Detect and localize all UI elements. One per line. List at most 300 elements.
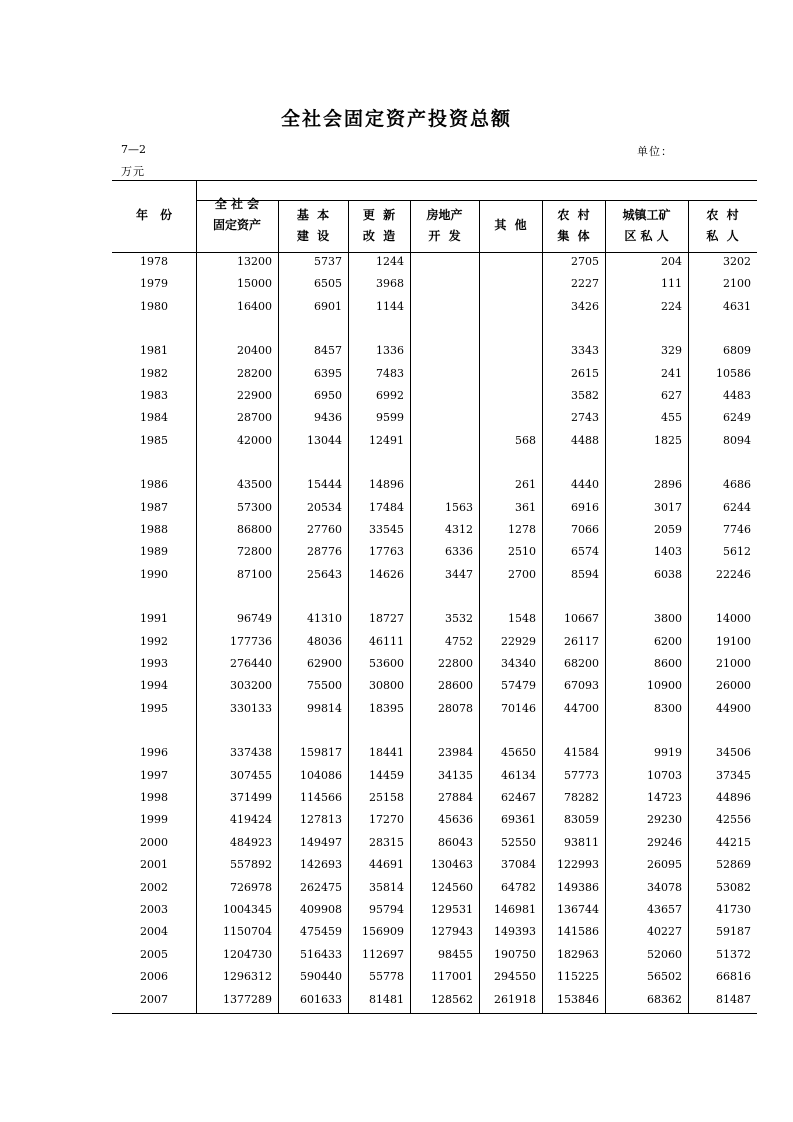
other-cell: 1548 <box>508 612 536 626</box>
urban-private-cell: 3800 <box>654 612 682 626</box>
real-estate-cell: 98455 <box>438 947 473 961</box>
other-cell: 34340 <box>501 657 536 670</box>
capital-construction-cell: 8457 <box>314 344 342 358</box>
capital-construction-cell: 6505 <box>314 277 342 291</box>
rural-private-cell: 41730 <box>716 903 751 916</box>
table-row <box>112 877 757 899</box>
renovation-cell: 81481 <box>369 992 404 1006</box>
rural-collective-cell: 153846 <box>557 992 599 1006</box>
renovation-cell: 1244 <box>376 255 404 268</box>
rural-private-cell: 52869 <box>716 858 751 872</box>
table-row <box>112 765 757 787</box>
total-cell: 13200 <box>237 255 272 268</box>
unit-label: 单位： <box>637 145 673 158</box>
capital-construction-cell: 104086 <box>300 768 342 782</box>
total-cell: 484923 <box>230 835 272 849</box>
other-cell: 22929 <box>501 634 536 648</box>
rural-collective-cell: 141586 <box>557 925 599 939</box>
total-cell: 337438 <box>230 746 272 760</box>
rural-private-cell: 44215 <box>716 835 751 849</box>
capital-construction-cell: 409908 <box>300 903 342 916</box>
rural-collective-cell: 26117 <box>564 634 599 648</box>
rural-collective-cell: 41584 <box>564 746 599 760</box>
real-estate-cell: 4752 <box>445 634 473 648</box>
table-bottom-rule <box>112 1013 757 1014</box>
other-cell: 70146 <box>501 701 536 715</box>
urban-private-cell: 14723 <box>647 791 682 804</box>
renovation-cell: 6992 <box>376 389 404 402</box>
total-cell: 1377289 <box>223 992 272 1006</box>
urban-private-cell: 455 <box>661 411 682 425</box>
renovation-cell: 7483 <box>376 366 404 380</box>
table-row <box>112 653 757 675</box>
total-cell: 16400 <box>237 299 272 313</box>
total-cell: 42000 <box>237 433 272 447</box>
capital-construction-cell: 13044 <box>307 433 342 447</box>
header-other: 其 他 <box>494 218 527 232</box>
renovation-cell: 156909 <box>362 925 404 939</box>
renovation-cell: 53600 <box>369 657 404 670</box>
renovation-cell: 17763 <box>369 545 404 559</box>
urban-private-cell: 3017 <box>654 500 682 514</box>
year-cell: 1996 <box>140 746 168 760</box>
table-row <box>112 251 757 273</box>
table-row <box>112 273 757 295</box>
rural-private-cell: 44900 <box>716 701 751 715</box>
table-row <box>112 340 757 362</box>
header-total: 全 社 会 固定资产 <box>212 197 261 232</box>
other-cell: 146981 <box>494 903 536 916</box>
renovation-cell: 14896 <box>369 478 404 492</box>
urban-private-cell: 26095 <box>647 858 682 872</box>
capital-construction-cell: 114566 <box>300 791 342 804</box>
year-cell: 1988 <box>140 523 168 536</box>
real-estate-cell: 45636 <box>438 813 473 827</box>
capital-construction-cell: 127813 <box>300 813 342 827</box>
year-cell: 2004 <box>140 925 168 939</box>
table-row <box>112 474 757 496</box>
other-cell: 190750 <box>494 947 536 961</box>
rural-private-cell: 44896 <box>716 791 751 804</box>
urban-private-cell: 2059 <box>654 523 682 536</box>
other-cell: 261 <box>515 478 536 492</box>
year-cell: 1995 <box>140 701 168 715</box>
year-cell: 1992 <box>140 634 168 648</box>
rural-collective-cell: 3426 <box>571 299 599 313</box>
other-cell: 2510 <box>508 545 536 559</box>
capital-construction-cell: 15444 <box>307 478 342 492</box>
rural-private-cell: 34506 <box>716 746 751 760</box>
rural-collective-cell: 67093 <box>564 679 599 693</box>
capital-construction-cell: 475459 <box>300 925 342 939</box>
urban-private-cell: 34078 <box>647 880 682 894</box>
urban-private-cell: 56502 <box>647 970 682 984</box>
table-row <box>112 497 757 519</box>
rural-collective-cell: 2615 <box>571 366 599 380</box>
renovation-cell: 17270 <box>369 813 404 827</box>
capital-construction-cell: 62900 <box>307 657 342 670</box>
rural-private-cell: 14000 <box>716 612 751 626</box>
table-row <box>112 809 757 831</box>
year-cell: 1985 <box>140 433 168 447</box>
capital-construction-cell: 99814 <box>307 701 342 715</box>
rural-private-cell: 81487 <box>716 992 751 1006</box>
table-row <box>112 631 757 653</box>
other-cell: 1278 <box>508 523 536 536</box>
renovation-cell: 46111 <box>369 634 404 648</box>
rural-collective-cell: 3582 <box>571 389 599 402</box>
capital-construction-cell: 601633 <box>300 992 342 1006</box>
real-estate-cell: 6336 <box>445 545 473 559</box>
real-estate-cell: 3532 <box>445 612 473 626</box>
renovation-cell: 18395 <box>369 701 404 715</box>
renovation-cell: 112697 <box>362 947 404 961</box>
year-cell: 1980 <box>140 299 168 313</box>
table-row <box>112 921 757 943</box>
urban-private-cell: 10900 <box>647 679 682 693</box>
urban-private-cell: 627 <box>661 389 682 402</box>
rural-private-cell: 2100 <box>723 277 751 291</box>
urban-private-cell: 68362 <box>647 992 682 1006</box>
rural-private-cell: 26000 <box>716 679 751 693</box>
capital-construction-cell: 20534 <box>307 500 342 514</box>
renovation-cell: 95794 <box>369 903 404 916</box>
capital-construction-cell: 516433 <box>300 947 342 961</box>
rural-collective-cell: 6574 <box>571 545 599 559</box>
rural-private-cell: 66816 <box>716 970 751 984</box>
year-cell: 1987 <box>140 500 168 514</box>
total-cell: 330133 <box>230 701 272 715</box>
capital-construction-cell: 28776 <box>307 545 342 559</box>
other-cell: 261918 <box>494 992 536 1006</box>
renovation-cell: 33545 <box>369 523 404 536</box>
header-urban-private: 城镇工矿 区 私 人 <box>622 208 671 243</box>
table-row <box>112 407 757 429</box>
renovation-cell: 9599 <box>376 411 404 425</box>
year-cell: 2002 <box>140 880 168 894</box>
rural-collective-cell: 3343 <box>571 344 599 358</box>
table-row <box>112 787 757 809</box>
renovation-cell: 12491 <box>369 433 404 447</box>
rural-private-cell: 4483 <box>723 389 751 402</box>
header-rural-collective: 农 村 集 体 <box>557 208 590 243</box>
year-cell: 1981 <box>140 344 168 358</box>
real-estate-cell: 128562 <box>431 992 473 1006</box>
table-row <box>112 742 757 764</box>
rural-private-cell: 21000 <box>716 657 751 670</box>
urban-private-cell: 6038 <box>654 567 682 581</box>
real-estate-cell: 130463 <box>431 858 473 872</box>
table-row <box>112 989 757 1011</box>
rural-collective-cell: 10667 <box>564 612 599 626</box>
table-row <box>112 564 757 586</box>
total-cell: 1204730 <box>223 947 272 961</box>
header-renovation: 更 新 改 造 <box>362 208 396 243</box>
table-top-rule <box>112 180 757 181</box>
total-cell: 28200 <box>237 366 272 380</box>
other-cell: 57479 <box>501 679 536 693</box>
capital-construction-cell: 590440 <box>300 970 342 984</box>
real-estate-cell: 3447 <box>445 567 473 581</box>
rural-private-cell: 7746 <box>723 523 751 536</box>
other-cell: 294550 <box>494 970 536 984</box>
capital-construction-cell: 262475 <box>300 880 342 894</box>
urban-private-cell: 1825 <box>654 433 682 447</box>
other-cell: 37084 <box>501 858 536 872</box>
urban-private-cell: 224 <box>661 299 682 313</box>
table-row <box>112 854 757 876</box>
renovation-cell: 55778 <box>369 970 404 984</box>
real-estate-cell: 34135 <box>438 768 473 782</box>
unit-value: 万元 <box>121 165 145 178</box>
total-cell: 307455 <box>230 768 272 782</box>
real-estate-cell: 86043 <box>438 835 473 849</box>
total-cell: 276440 <box>230 657 272 670</box>
total-cell: 303200 <box>230 679 272 693</box>
capital-construction-cell: 41310 <box>307 612 342 626</box>
rural-private-cell: 3202 <box>723 255 751 268</box>
rural-private-cell: 37345 <box>716 768 751 782</box>
table-row <box>112 675 757 697</box>
other-cell: 45650 <box>501 746 536 760</box>
rural-private-cell: 4631 <box>723 299 751 313</box>
other-cell: 64782 <box>501 880 536 894</box>
capital-construction-cell: 149497 <box>300 835 342 849</box>
rural-collective-cell: 115225 <box>557 970 599 984</box>
renovation-cell: 28315 <box>369 835 404 849</box>
renovation-cell: 18441 <box>369 746 404 760</box>
renovation-cell: 25158 <box>369 791 404 804</box>
other-cell: 46134 <box>501 768 536 782</box>
year-cell: 1984 <box>140 411 168 425</box>
total-cell: 371499 <box>230 791 272 804</box>
table-row <box>112 899 757 921</box>
year-cell: 1983 <box>140 389 168 402</box>
urban-private-cell: 29246 <box>647 835 682 849</box>
urban-private-cell: 241 <box>661 366 682 380</box>
urban-private-cell: 43657 <box>647 903 682 916</box>
renovation-cell: 30800 <box>369 679 404 693</box>
other-cell: 361 <box>515 500 536 514</box>
header-rural-private: 农 村 私 人 <box>706 208 739 243</box>
year-cell: 1999 <box>140 813 168 827</box>
other-cell: 62467 <box>501 791 536 804</box>
total-cell: 557892 <box>230 858 272 872</box>
real-estate-cell: 23984 <box>438 746 473 760</box>
year-cell: 1986 <box>140 478 168 492</box>
table-row <box>112 608 757 630</box>
total-cell: 86800 <box>237 523 272 536</box>
total-cell: 419424 <box>230 813 272 827</box>
rural-collective-cell: 149386 <box>557 880 599 894</box>
total-cell: 96749 <box>237 612 272 626</box>
capital-construction-cell: 6950 <box>314 389 342 402</box>
year-cell: 1979 <box>140 277 168 291</box>
table-row <box>112 944 757 966</box>
table-row <box>112 363 757 385</box>
total-cell: 28700 <box>237 411 272 425</box>
urban-private-cell: 111 <box>661 277 682 291</box>
table-row <box>112 966 757 988</box>
urban-private-cell: 29230 <box>647 813 682 827</box>
total-cell: 72800 <box>237 545 272 559</box>
urban-private-cell: 40227 <box>647 925 682 939</box>
total-cell: 1150704 <box>223 925 272 939</box>
urban-private-cell: 6200 <box>654 634 682 648</box>
real-estate-cell: 117001 <box>431 970 473 984</box>
rural-private-cell: 53082 <box>716 880 751 894</box>
real-estate-cell: 28600 <box>438 679 473 693</box>
year-cell: 1994 <box>140 679 168 693</box>
capital-construction-cell: 27760 <box>307 523 342 536</box>
rural-collective-cell: 44700 <box>564 701 599 715</box>
total-cell: 1004345 <box>223 903 272 916</box>
rural-collective-cell: 2705 <box>571 255 599 268</box>
renovation-cell: 3968 <box>376 277 404 291</box>
rural-collective-cell: 93811 <box>564 835 599 849</box>
capital-construction-cell: 25643 <box>307 567 342 581</box>
renovation-cell: 35814 <box>369 880 404 894</box>
rural-collective-cell: 78282 <box>564 791 599 804</box>
rural-collective-cell: 83059 <box>564 813 599 827</box>
table-row <box>112 430 757 452</box>
total-cell: 43500 <box>237 478 272 492</box>
rural-collective-cell: 122993 <box>557 858 599 872</box>
other-cell: 2700 <box>508 567 536 581</box>
total-cell: 57300 <box>237 500 272 514</box>
renovation-cell: 44691 <box>369 858 404 872</box>
urban-private-cell: 1403 <box>654 545 682 559</box>
rural-collective-cell: 8594 <box>571 567 599 581</box>
rural-collective-cell: 4488 <box>571 433 599 447</box>
urban-private-cell: 329 <box>661 344 682 358</box>
real-estate-cell: 27884 <box>438 791 473 804</box>
other-cell: 149393 <box>494 925 536 939</box>
urban-private-cell: 8600 <box>654 657 682 670</box>
total-cell: 1296312 <box>223 970 272 984</box>
urban-private-cell: 52060 <box>647 947 682 961</box>
rural-collective-cell: 136744 <box>557 903 599 916</box>
header-real-estate: 房地产 开 发 <box>426 208 463 243</box>
urban-private-cell: 10703 <box>647 768 682 782</box>
renovation-cell: 1336 <box>376 344 404 358</box>
year-cell: 1978 <box>140 255 168 268</box>
table-row <box>112 519 757 541</box>
year-cell: 2006 <box>140 970 168 984</box>
real-estate-cell: 4312 <box>445 523 473 536</box>
year-cell: 1982 <box>140 366 168 380</box>
rural-private-cell: 22246 <box>716 567 751 581</box>
other-cell: 568 <box>515 433 536 447</box>
year-cell: 2000 <box>140 835 168 849</box>
table-row <box>112 698 757 720</box>
year-cell: 2005 <box>140 947 168 961</box>
urban-private-cell: 9919 <box>654 746 682 760</box>
header-capital-construction: 基 本 建 设 <box>296 208 330 243</box>
year-cell: 1990 <box>140 567 168 581</box>
renovation-cell: 17484 <box>369 500 404 514</box>
capital-construction-cell: 6395 <box>314 366 342 380</box>
other-cell: 69361 <box>501 813 536 827</box>
rural-private-cell: 6809 <box>723 344 751 358</box>
rural-collective-cell: 68200 <box>564 657 599 670</box>
total-cell: 20400 <box>237 344 272 358</box>
rural-private-cell: 42556 <box>716 813 751 827</box>
year-cell: 1997 <box>140 768 168 782</box>
rural-private-cell: 51372 <box>716 947 751 961</box>
header-year: 年 份 <box>135 208 172 222</box>
table-row <box>112 385 757 407</box>
renovation-cell: 14459 <box>369 768 404 782</box>
other-cell: 52550 <box>501 835 536 849</box>
urban-private-cell: 204 <box>661 255 682 268</box>
table-row <box>112 296 757 318</box>
rural-collective-cell: 57773 <box>564 768 599 782</box>
capital-construction-cell: 6901 <box>314 299 342 313</box>
rural-private-cell: 4686 <box>723 478 751 492</box>
header-inner-rule <box>196 200 757 201</box>
real-estate-cell: 124560 <box>431 880 473 894</box>
rural-private-cell: 59187 <box>716 925 751 939</box>
year-cell: 1993 <box>140 657 168 670</box>
rural-collective-cell: 2743 <box>571 411 599 425</box>
capital-construction-cell: 75500 <box>307 679 342 693</box>
rural-collective-cell: 4440 <box>571 478 599 492</box>
rural-private-cell: 19100 <box>716 634 751 648</box>
total-cell: 177736 <box>230 634 272 648</box>
year-cell: 2007 <box>140 992 168 1006</box>
total-cell: 726978 <box>230 880 272 894</box>
capital-construction-cell: 9436 <box>314 411 342 425</box>
rural-collective-cell: 182963 <box>557 947 599 961</box>
real-estate-cell: 127943 <box>431 925 473 939</box>
year-cell: 1989 <box>140 545 168 559</box>
year-cell: 1991 <box>140 612 168 626</box>
table-row <box>112 832 757 854</box>
real-estate-cell: 28078 <box>438 701 473 715</box>
urban-private-cell: 2896 <box>654 478 682 492</box>
renovation-cell: 1144 <box>376 299 404 313</box>
table-row <box>112 541 757 563</box>
rural-private-cell: 10586 <box>716 366 751 380</box>
year-cell: 2001 <box>140 858 168 872</box>
year-cell: 1998 <box>140 791 168 804</box>
capital-construction-cell: 142693 <box>300 858 342 872</box>
rural-private-cell: 8094 <box>723 433 751 447</box>
rural-collective-cell: 7066 <box>571 523 599 536</box>
rural-collective-cell: 2227 <box>571 277 599 291</box>
rural-private-cell: 5612 <box>723 545 751 559</box>
capital-construction-cell: 159817 <box>300 746 342 760</box>
renovation-cell: 14626 <box>369 567 404 581</box>
urban-private-cell: 8300 <box>654 701 682 715</box>
real-estate-cell: 22800 <box>438 657 473 670</box>
year-cell: 2003 <box>140 903 168 916</box>
rural-private-cell: 6244 <box>723 500 751 514</box>
rural-collective-cell: 6916 <box>571 500 599 514</box>
real-estate-cell: 129531 <box>431 903 473 916</box>
renovation-cell: 18727 <box>369 612 404 626</box>
capital-construction-cell: 5737 <box>314 255 342 268</box>
rural-private-cell: 6249 <box>723 411 751 425</box>
table-number: 7—2 <box>121 143 146 156</box>
real-estate-cell: 1563 <box>445 500 473 514</box>
total-cell: 22900 <box>237 389 272 402</box>
total-cell: 15000 <box>237 277 272 291</box>
page-title: 全社会固定资产投资总额 <box>280 108 512 130</box>
capital-construction-cell: 48036 <box>307 634 342 648</box>
total-cell: 87100 <box>237 567 272 581</box>
